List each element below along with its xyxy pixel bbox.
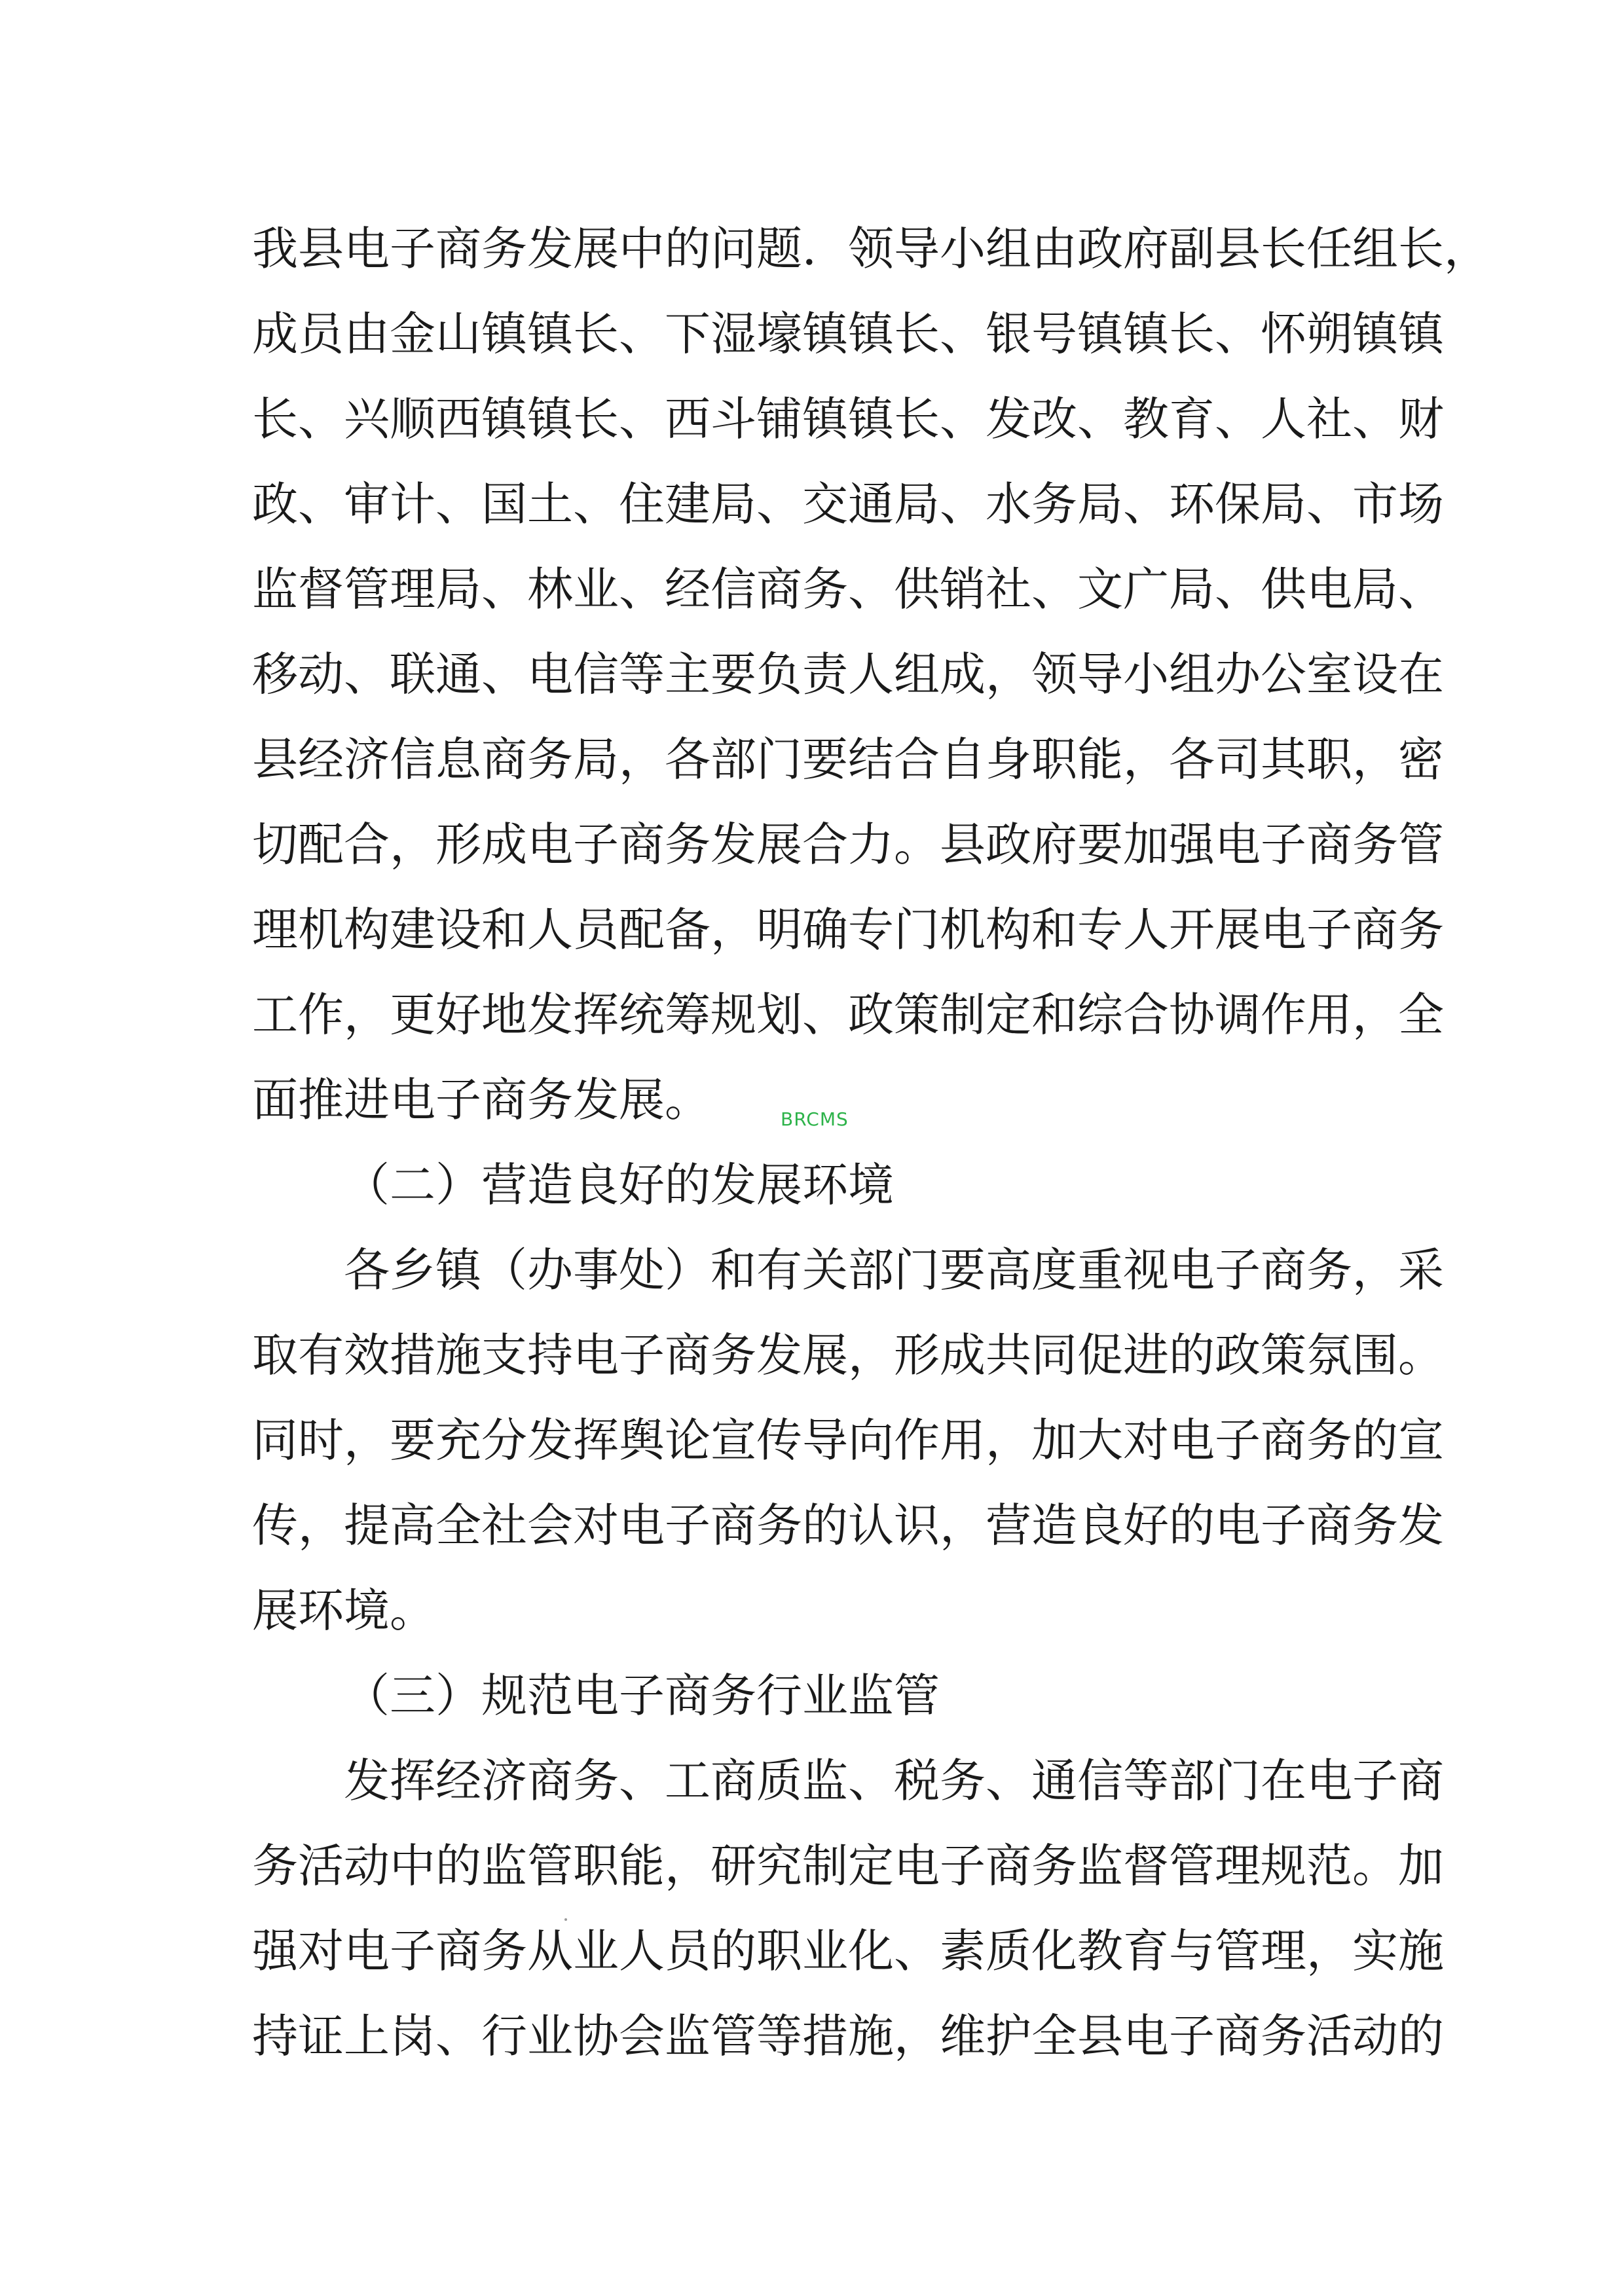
text-line-2: 成员由金山镇镇长、下湿壕镇镇长、银号镇镇长、怀朔镇镇 <box>252 307 1444 361</box>
text-line-14: 取有效措施支持电子商务发展，形成共同促进的政策氛围。 <box>252 1328 1444 1382</box>
scan-speck <box>564 1918 567 1921</box>
text-line-1: 我县电子商务发展中的问题．领导小组由政府副县长任组长， <box>252 222 1490 276</box>
text-line-9: 理机构建设和人员配备，明确专门机构和专人开展电子商务 <box>252 903 1444 957</box>
text-line-19: 发挥经济商务、工商质监、税务、通信等部门在电子商 <box>344 1754 1444 1808</box>
section-heading-3: （三）规范电子商务行业监管 <box>344 1669 940 1722</box>
text-line-22: 持证上岗、行业协会监管等措施，维护全县电子商务活动的 <box>252 2009 1444 2063</box>
text-line-16: 传，提高全社会对电子商务的认识，营造良好的电子商务发 <box>252 1499 1444 1552</box>
watermark-text: BRCMS <box>781 1108 849 1130</box>
text-line-4: 政、审计、国土、住建局、交通局、水务局、环保局、市场 <box>252 477 1444 531</box>
text-line-3: 长、兴顺西镇镇长、西斗铺镇镇长、发改、教育、人社、财 <box>252 392 1444 446</box>
text-line-15: 同时，要充分发挥舆论宣传导向作用，加大对电子商务的宣 <box>252 1413 1444 1467</box>
section-heading-2: （二）营造良好的发展环境 <box>344 1158 894 1212</box>
text-line-11: 面推进电子商务发展。 <box>252 1073 710 1127</box>
text-line-20: 务活动中的监管职能，研究制定电子商务监督管理规范。加 <box>252 1839 1444 1893</box>
text-line-8: 切配合，形成电子商务发展合力。县政府要加强电子商务管 <box>252 818 1444 871</box>
text-line-17: 展环境。 <box>252 1584 435 1637</box>
text-line-7: 县经济信息商务局，各部门要结合自身职能，各司其职，密 <box>252 733 1444 786</box>
text-line-6: 移动、联通、电信等主要负责人组成，领导小组办公室设在 <box>252 647 1444 701</box>
text-line-5: 监督管理局、林业、经信商务、供销社、文广局、供电局、 <box>252 562 1444 616</box>
text-line-10: 工作，更好地发挥统筹规划、政策制定和综合协调作用，全 <box>252 988 1444 1042</box>
text-line-13: 各乡镇（办事处）和有关部门要高度重视电子商务，采 <box>344 1243 1444 1297</box>
text-line-21: 强对电子商务从业人员的职业化、素质化教育与管理，实施 <box>252 1924 1444 1978</box>
